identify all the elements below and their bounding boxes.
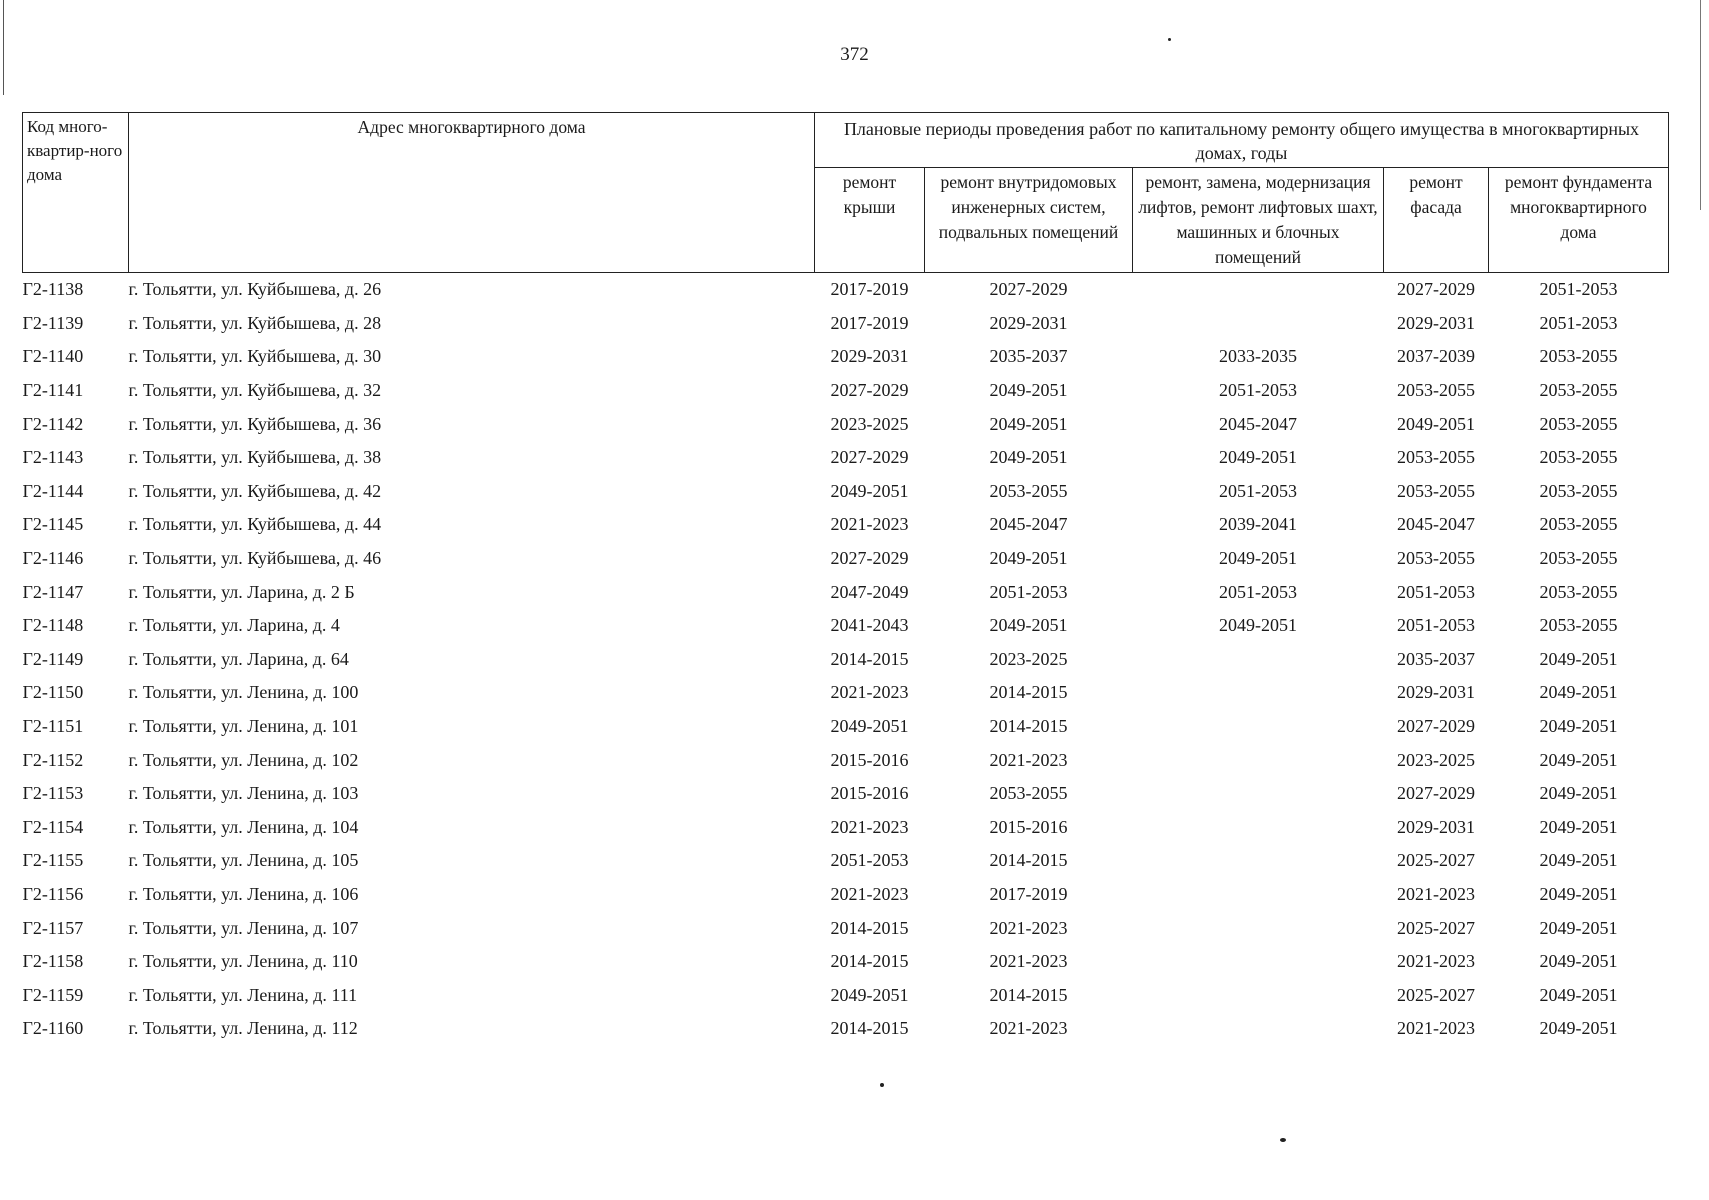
cell-lifts <box>1133 978 1384 1012</box>
cell-facade: 2029-2031 <box>1397 816 1475 837</box>
cell-lifts: 2051-2053 <box>1219 480 1297 501</box>
cell-facade: 2021-2023 <box>1397 951 1475 972</box>
cell-code: Г2-1154 <box>22 816 84 837</box>
cell-engineering: 2053-2055 <box>989 480 1068 501</box>
cell-facade: 2053-2055 <box>1397 447 1475 468</box>
scan-speck <box>1280 1138 1286 1142</box>
cell-facade: 2051-2053 <box>1397 581 1475 602</box>
cell-address: г. Тольятти, ул. Куйбышева, д. 28 <box>128 312 382 333</box>
cell-roof: 2049-2051 <box>830 716 909 737</box>
table-row <box>23 542 1669 576</box>
cell-lifts <box>1133 307 1384 341</box>
cell-foundation: 2053-2055 <box>1539 514 1618 535</box>
table-row <box>23 978 1669 1012</box>
cell-engineering: 2051-2053 <box>989 581 1068 602</box>
column-header-engineering: ремонт внутридомовых инженерных систем, подвальных помещений <box>925 168 1133 273</box>
cell-code: Г2-1153 <box>22 783 84 804</box>
cell-code: Г2-1150 <box>22 682 84 703</box>
cell-facade: 2037-2039 <box>1397 346 1475 367</box>
cell-foundation: 2051-2053 <box>1539 279 1618 300</box>
cell-address: г. Тольятти, ул. Ленина, д. 100 <box>128 682 359 703</box>
cell-code: Г2-1147 <box>22 581 84 602</box>
cell-roof: 2014-2015 <box>830 917 909 938</box>
cell-address: г. Тольятти, ул. Ленина, д. 102 <box>128 749 359 770</box>
cell-foundation: 2049-2051 <box>1539 682 1618 703</box>
scan-speck <box>1168 38 1171 41</box>
cell-engineering: 2015-2016 <box>989 816 1068 837</box>
cell-address: г. Тольятти, ул. Куйбышева, д. 26 <box>128 279 382 300</box>
cell-roof: 2049-2051 <box>830 480 909 501</box>
cell-lifts <box>1133 1012 1384 1046</box>
cell-engineering: 2029-2031 <box>989 312 1068 333</box>
cell-facade: 2025-2027 <box>1397 850 1475 871</box>
cell-facade: 2029-2031 <box>1397 312 1475 333</box>
cell-roof: 2021-2023 <box>830 682 909 703</box>
cell-facade: 2045-2047 <box>1397 514 1475 535</box>
scan-edge-line <box>1700 0 1701 210</box>
cell-code: Г2-1144 <box>22 480 84 501</box>
header-row-top <box>23 113 1669 168</box>
cell-engineering: 2045-2047 <box>989 514 1068 535</box>
cell-roof: 2015-2016 <box>830 749 909 770</box>
cell-roof: 2027-2029 <box>830 548 909 569</box>
cell-roof: 2014-2015 <box>830 648 909 669</box>
cell-roof: 2021-2023 <box>830 816 909 837</box>
cell-roof: 2029-2031 <box>830 346 909 367</box>
cell-foundation: 2049-2051 <box>1539 716 1618 737</box>
cell-address: г. Тольятти, ул. Куйбышева, д. 36 <box>128 413 382 434</box>
cell-engineering: 2014-2015 <box>989 850 1068 871</box>
cell-address: г. Тольятти, ул. Ленина, д. 101 <box>128 716 359 737</box>
cell-code: Г2-1158 <box>22 951 84 972</box>
cell-lifts <box>1133 911 1384 945</box>
scan-speck <box>880 1083 884 1087</box>
cell-lifts: 2049-2051 <box>1219 615 1297 636</box>
table-row <box>23 273 1669 307</box>
cell-facade: 2049-2051 <box>1397 413 1475 434</box>
column-header-address: Адрес многоквартирного дома <box>129 113 815 273</box>
table-row <box>23 508 1669 542</box>
cell-address: г. Тольятти, ул. Ленина, д. 104 <box>128 816 359 837</box>
cell-address: г. Тольятти, ул. Ларина, д. 2 Б <box>128 581 355 602</box>
table-row <box>23 777 1669 811</box>
cell-roof: 2023-2025 <box>830 413 909 434</box>
cell-lifts <box>1133 945 1384 979</box>
cell-address: г. Тольятти, ул. Ленина, д. 112 <box>128 1018 358 1039</box>
cell-code: Г2-1155 <box>22 850 84 871</box>
cell-foundation: 2049-2051 <box>1539 951 1618 972</box>
cell-engineering: 2049-2051 <box>989 380 1068 401</box>
cell-roof: 2021-2023 <box>830 514 909 535</box>
cell-address: г. Тольятти, ул. Ленина, д. 110 <box>128 951 358 972</box>
cell-address: г. Тольятти, ул. Ленина, д. 107 <box>128 917 359 938</box>
cell-facade: 2025-2027 <box>1397 984 1475 1005</box>
cell-roof: 2015-2016 <box>830 783 909 804</box>
cell-lifts <box>1133 878 1384 912</box>
cell-address: г. Тольятти, ул. Куйбышева, д. 46 <box>128 548 382 569</box>
cell-roof: 2014-2015 <box>830 951 909 972</box>
cell-engineering: 2017-2019 <box>989 883 1068 904</box>
cell-facade: 2027-2029 <box>1397 783 1475 804</box>
cell-engineering: 2014-2015 <box>989 716 1068 737</box>
cell-lifts: 2045-2047 <box>1219 413 1297 434</box>
cell-code: Г2-1142 <box>22 413 84 434</box>
table-row <box>23 676 1669 710</box>
cell-lifts: 2051-2053 <box>1219 380 1297 401</box>
cell-engineering: 2049-2051 <box>989 447 1068 468</box>
cell-facade: 2021-2023 <box>1397 883 1475 904</box>
table-row <box>23 811 1669 845</box>
cell-engineering: 2053-2055 <box>989 783 1068 804</box>
cell-foundation: 2049-2051 <box>1539 917 1618 938</box>
table-body <box>23 273 1669 1046</box>
cell-lifts: 2033-2035 <box>1219 346 1297 367</box>
cell-code: Г2-1159 <box>22 984 84 1005</box>
cell-lifts <box>1133 676 1384 710</box>
cell-lifts: 2051-2053 <box>1219 581 1297 602</box>
table-row <box>23 1012 1669 1046</box>
cell-engineering: 2014-2015 <box>989 682 1068 703</box>
cell-engineering: 2027-2029 <box>989 279 1068 300</box>
cell-code: Г2-1151 <box>22 716 84 737</box>
table-row <box>23 609 1669 643</box>
column-header-facade: ремонт фасада <box>1384 168 1489 273</box>
cell-code: Г2-1157 <box>22 917 84 938</box>
table-row <box>23 407 1669 441</box>
cell-address: г. Тольятти, ул. Куйбышева, д. 38 <box>128 447 382 468</box>
cell-roof: 2049-2051 <box>830 984 909 1005</box>
cell-facade: 2053-2055 <box>1397 480 1475 501</box>
table-row <box>23 441 1669 475</box>
table-row <box>23 340 1669 374</box>
cell-lifts: 2049-2051 <box>1219 447 1297 468</box>
cell-lifts <box>1133 273 1384 307</box>
table-row <box>23 878 1669 912</box>
cell-foundation: 2053-2055 <box>1539 581 1618 602</box>
cell-roof: 2027-2029 <box>830 380 909 401</box>
cell-roof: 2017-2019 <box>830 279 909 300</box>
cell-code: Г2-1145 <box>22 514 84 535</box>
table-row <box>23 575 1669 609</box>
cell-code: Г2-1148 <box>22 615 84 636</box>
cell-foundation: 2053-2055 <box>1539 346 1618 367</box>
cell-code: Г2-1140 <box>22 346 84 367</box>
cell-foundation: 2051-2053 <box>1539 312 1618 333</box>
cell-address: г. Тольятти, ул. Куйбышева, д. 30 <box>128 346 382 367</box>
cell-foundation: 2049-2051 <box>1539 749 1618 770</box>
cell-foundation: 2049-2051 <box>1539 1018 1618 1039</box>
column-header-lifts: ремонт, замена, модернизация лифтов, ремонт лифтовых шахт, машинных и блочных помещений <box>1133 168 1384 273</box>
cell-foundation: 2049-2051 <box>1539 984 1618 1005</box>
table-row <box>23 307 1669 341</box>
cell-lifts <box>1133 743 1384 777</box>
cell-foundation: 2049-2051 <box>1539 783 1618 804</box>
table-row <box>23 643 1669 677</box>
table-row <box>23 911 1669 945</box>
cell-address: г. Тольятти, ул. Куйбышева, д. 32 <box>128 380 382 401</box>
cell-engineering: 2035-2037 <box>989 346 1068 367</box>
cell-lifts <box>1133 710 1384 744</box>
cell-foundation: 2049-2051 <box>1539 648 1618 669</box>
column-header-foundation: ремонт фундамента многоквартирного дома <box>1489 168 1669 273</box>
cell-address: г. Тольятти, ул. Ларина, д. 4 <box>128 615 340 636</box>
table-row <box>23 743 1669 777</box>
cell-facade: 2021-2023 <box>1397 1018 1475 1039</box>
cell-lifts: 2049-2051 <box>1219 548 1297 569</box>
cell-code: Г2-1149 <box>22 648 84 669</box>
cell-address: г. Тольятти, ул. Ленина, д. 111 <box>128 984 358 1005</box>
table-row <box>23 844 1669 878</box>
cell-engineering: 2021-2023 <box>989 951 1068 972</box>
cell-foundation: 2049-2051 <box>1539 850 1618 871</box>
cell-facade: 2027-2029 <box>1397 279 1475 300</box>
table-row <box>23 945 1669 979</box>
cell-code: Г2-1141 <box>22 380 84 401</box>
cell-roof: 2051-2053 <box>830 850 909 871</box>
cell-engineering: 2049-2051 <box>989 615 1068 636</box>
cell-code: Г2-1146 <box>22 548 84 569</box>
cell-foundation: 2053-2055 <box>1539 548 1618 569</box>
cell-lifts <box>1133 844 1384 878</box>
table-row <box>23 710 1669 744</box>
cell-address: г. Тольятти, ул. Ленина, д. 105 <box>128 850 359 871</box>
cell-engineering: 2021-2023 <box>989 1018 1068 1039</box>
cell-facade: 2027-2029 <box>1397 716 1475 737</box>
cell-facade: 2053-2055 <box>1397 380 1475 401</box>
column-group-header-periods: Плановые периоды проведения работ по капитальному ремонту общего имущества в многоквартирных домах, годы <box>815 113 1669 168</box>
column-header-code: Код много-квартир-ного дома <box>23 113 129 273</box>
cell-foundation: 2049-2051 <box>1539 816 1618 837</box>
repair-schedule-table <box>22 112 1669 1046</box>
page-number: 372 <box>840 44 869 65</box>
cell-roof: 2021-2023 <box>830 883 909 904</box>
table-row <box>23 374 1669 408</box>
cell-facade: 2025-2027 <box>1397 917 1475 938</box>
cell-engineering: 2021-2023 <box>989 917 1068 938</box>
cell-engineering: 2023-2025 <box>989 648 1068 669</box>
cell-foundation: 2053-2055 <box>1539 413 1618 434</box>
cell-facade: 2023-2025 <box>1397 749 1475 770</box>
cell-address: г. Тольятти, ул. Ларина, д. 64 <box>128 648 349 669</box>
cell-engineering: 2049-2051 <box>989 413 1068 434</box>
cell-roof: 2041-2043 <box>830 615 909 636</box>
cell-facade: 2051-2053 <box>1397 615 1475 636</box>
cell-engineering: 2049-2051 <box>989 548 1068 569</box>
table-row <box>23 475 1669 509</box>
cell-address: г. Тольятти, ул. Ленина, д. 106 <box>128 883 359 904</box>
cell-code: Г2-1156 <box>22 883 84 904</box>
column-header-roof: ремонт крыши <box>815 168 925 273</box>
cell-foundation: 2049-2051 <box>1539 883 1618 904</box>
cell-lifts <box>1133 777 1384 811</box>
cell-foundation: 2053-2055 <box>1539 447 1618 468</box>
cell-code: Г2-1160 <box>22 1018 84 1039</box>
cell-roof: 2014-2015 <box>830 1018 909 1039</box>
cell-lifts <box>1133 811 1384 845</box>
cell-code: Г2-1138 <box>22 279 84 300</box>
cell-facade: 2053-2055 <box>1397 548 1475 569</box>
cell-facade: 2029-2031 <box>1397 682 1475 703</box>
cell-address: г. Тольятти, ул. Ленина, д. 103 <box>128 783 359 804</box>
cell-lifts: 2039-2041 <box>1219 514 1297 535</box>
cell-engineering: 2021-2023 <box>989 749 1068 770</box>
cell-engineering: 2014-2015 <box>989 984 1068 1005</box>
cell-code: Г2-1152 <box>22 749 84 770</box>
cell-roof: 2027-2029 <box>830 447 909 468</box>
cell-lifts <box>1133 643 1384 677</box>
cell-code: Г2-1143 <box>22 447 84 468</box>
cell-foundation: 2053-2055 <box>1539 380 1618 401</box>
cell-foundation: 2053-2055 <box>1539 480 1618 501</box>
cell-address: г. Тольятти, ул. Куйбышева, д. 42 <box>128 480 382 501</box>
cell-facade: 2035-2037 <box>1397 648 1475 669</box>
cell-code: Г2-1139 <box>22 312 84 333</box>
cell-roof: 2017-2019 <box>830 312 909 333</box>
cell-foundation: 2053-2055 <box>1539 615 1618 636</box>
cell-address: г. Тольятти, ул. Куйбышева, д. 44 <box>128 514 382 535</box>
cell-roof: 2047-2049 <box>830 581 909 602</box>
